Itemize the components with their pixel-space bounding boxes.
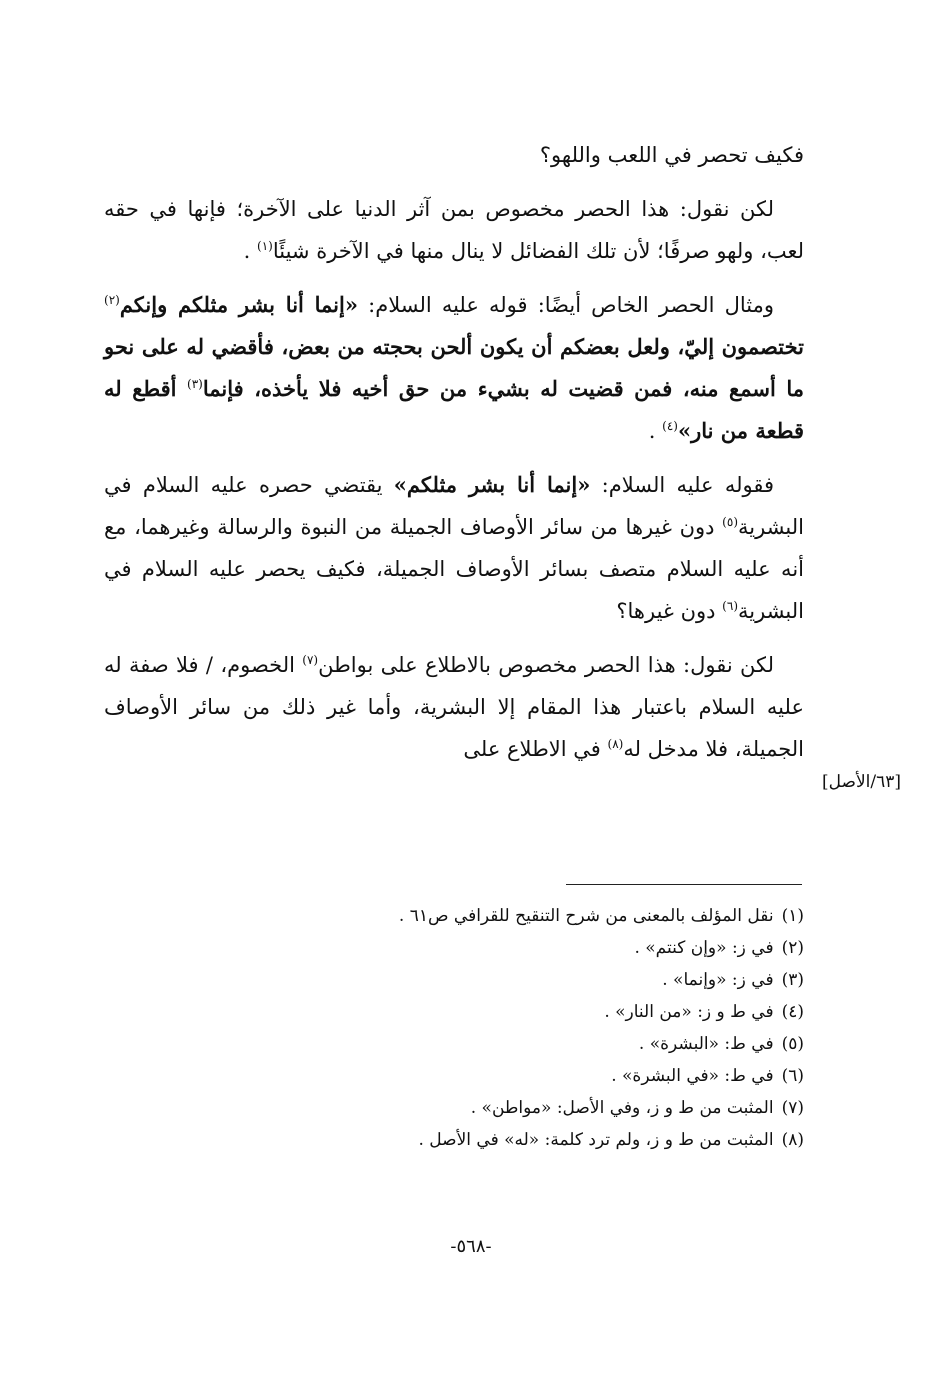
footnote-number: (٦) <box>781 1066 804 1086</box>
page-number: -٥٦٨- <box>450 1236 492 1257</box>
footnote-separator <box>566 884 802 885</box>
footnote-text: المثبت من ط و ز، ولم ترد كلمة: «له» في الأصل . <box>418 1130 774 1150</box>
footnote-number: (١) <box>781 906 804 926</box>
footnote-number: (٨) <box>781 1130 804 1150</box>
footnote-ref: (٧) <box>302 653 319 667</box>
footnote-number: (٣) <box>781 970 804 990</box>
text-run: دون غيرها؟ <box>616 599 723 623</box>
footnote-item <box>300 996 804 1028</box>
footnote-number: (٤) <box>781 1002 804 1022</box>
footnote-text: في ط: «البشرة» . <box>638 1034 774 1054</box>
footnote-ref: (١) <box>257 239 273 253</box>
footnotes <box>300 900 804 1156</box>
text-run: فقوله عليه السلام: <box>590 473 774 497</box>
footnote-number: (٥) <box>781 1034 804 1054</box>
text-run: يقتضي حصره عليه السلام في البشرية <box>104 473 804 539</box>
paragraph-4 <box>104 464 804 632</box>
text-run: الخصوم، / فلا صفة له عليه السلام باعتبار هذا المقام إلا البشرية، وأما غير ذلك من سائر الأوصاف الجميلة، فلا مدخل له <box>104 653 804 761</box>
footnote-text: نقل المؤلف بالمعنى من شرح التنقيح للقرافي ص٦١ . <box>398 906 774 926</box>
footnote-text: في ط: «في البشرة» . <box>611 1066 774 1086</box>
footnote-item <box>300 1092 804 1124</box>
paragraph-3 <box>104 284 804 452</box>
text-run: ومثال الحصر الخاص أيضًا: قوله عليه السلام: <box>357 293 774 317</box>
footnote-ref: (٤) <box>662 419 678 433</box>
text-run: في الاطلاع على <box>463 737 608 761</box>
margin-page-reference: [٦٣/الأصل] <box>822 772 901 792</box>
footnote-ref: (٣) <box>187 377 203 391</box>
text-run: . <box>648 419 663 443</box>
footnote-ref: (٢) <box>104 293 120 307</box>
main-text <box>104 134 804 782</box>
hadith-quote: «إنما أنا بشر مثلكم وإنكم <box>119 292 358 317</box>
hadith-quote: أقطع له قطعة من نار» <box>104 376 804 443</box>
footnote-text: المثبت من ط و ز، وفي الأصل: «مواطن» . <box>470 1098 774 1118</box>
text-run: فكيف تحصر في اللعب واللهو؟ <box>539 143 804 167</box>
text-run: . <box>243 239 258 263</box>
hadith-quote: تختصمون إليّ، ولعل بعضكم أن يكون ألحن بحجته من بعض، فأقضي له على نحو ما أسمع منه، فمن قضيت له بشيء من حق أخيه فلا يأخذه، فإنما <box>104 334 804 401</box>
paragraph-1 <box>104 134 804 176</box>
paragraph-2 <box>104 188 804 272</box>
footnote-item <box>300 1028 804 1060</box>
footnote-ref: (٥) <box>722 515 738 529</box>
footnote-item <box>300 1124 804 1156</box>
footnote-ref: (٨) <box>607 737 624 751</box>
text-run: لكن نقول: هذا الحصر مخصوص بالاطلاع على بواطن <box>318 653 774 677</box>
footnote-text: في ز: «وإنما» . <box>662 970 774 990</box>
footnote-item <box>300 932 804 964</box>
footnote-item <box>300 1060 804 1092</box>
footnote-text: في ز: «وإن كنتم» . <box>634 938 774 958</box>
footnote-ref: (٦) <box>722 599 738 613</box>
hadith-quote: «إنما أنا بشر مثلكم» <box>393 472 591 497</box>
footnote-item <box>300 900 804 932</box>
text-run: دون غيرها من سائر الأوصاف الجميلة من النبوة والرسالة وغيرهما، مع أنه عليه السلام متصف بسائر الأوصاف الجميلة، فكيف يحصر عليه السلام في البشرية <box>104 515 804 623</box>
footnote-number: (٧) <box>781 1098 804 1118</box>
footnote-number: (٢) <box>781 938 804 958</box>
paragraph-5 <box>104 644 804 770</box>
footnote-item <box>300 964 804 996</box>
footnote-text: في ط و ز: «من النار» . <box>604 1002 774 1022</box>
text-run: لكن نقول: هذا الحصر مخصوص بمن آثر الدنيا على الآخرة؛ فإنها في حقه لعب، ولهو صرفًا؛ لأن تلك الفضائل لا ينال منها في الآخرة شيئًا <box>104 197 804 263</box>
